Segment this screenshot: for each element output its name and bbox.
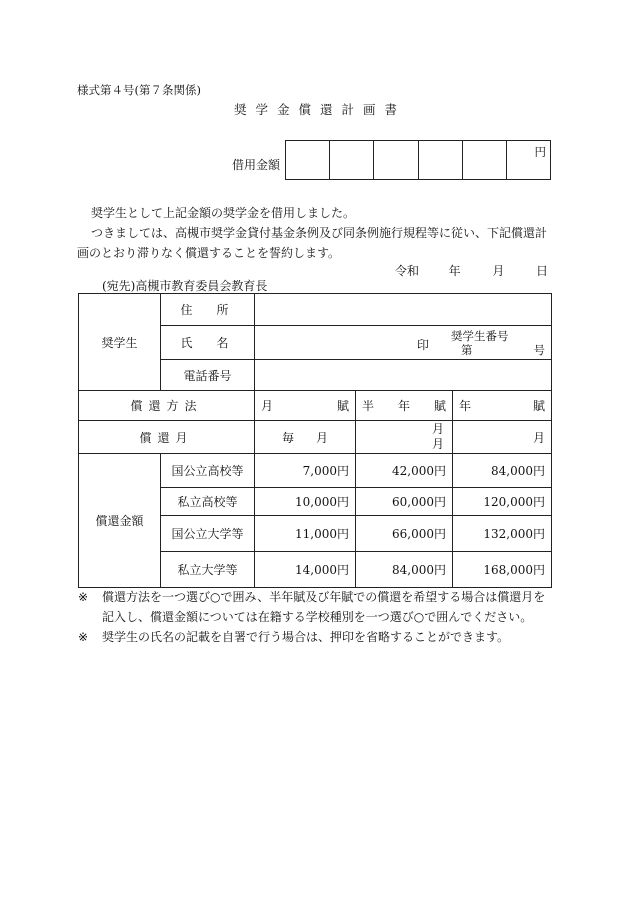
- amount-monthly: 10,000円: [255, 488, 356, 516]
- method-annual-a: 年: [459, 399, 472, 413]
- amount-half-yearly: 66,000円: [356, 516, 453, 552]
- note-2: [78, 627, 552, 647]
- phone-field[interactable]: [255, 360, 552, 391]
- method-monthly[interactable]: [255, 391, 356, 421]
- amount-half-yearly: 42,000円: [356, 454, 453, 488]
- date-line: [395, 262, 548, 279]
- school-type[interactable]: 私立高校等: [161, 488, 255, 516]
- method-half-yearly[interactable]: [356, 391, 453, 421]
- date-era: 令和: [395, 264, 420, 278]
- school-type[interactable]: 私立大学等: [161, 552, 255, 588]
- date-day: 日: [536, 264, 549, 278]
- student-label: 奨学生: [79, 294, 161, 391]
- month-label: 償還月: [79, 421, 255, 454]
- school-type[interactable]: 国公立大学等: [161, 516, 255, 552]
- month-monthly: [255, 421, 356, 454]
- note-1: [78, 587, 552, 627]
- amount-digit-cell[interactable]: [462, 141, 506, 179]
- method-half-b: 年: [397, 399, 410, 413]
- name-label: 氏 名: [161, 326, 255, 360]
- amount-annual: 120,000円: [453, 488, 552, 516]
- amount-digit-cell[interactable]: [418, 141, 462, 179]
- amount-half-yearly: 60,000円: [356, 488, 453, 516]
- amount-digit-cell[interactable]: [286, 141, 329, 179]
- amount-annual: 132,000円: [453, 516, 552, 552]
- pledge-paragraph-1: 奨学生として上記金額の奨学金を借用しました。: [91, 206, 356, 220]
- student-number-suffix: 号: [533, 343, 546, 357]
- student-number-prefix: 第: [461, 343, 473, 357]
- pledge-paragraph-2: つきましては、高槻市奨学金貸付基金条例及び同条例施行規程等に従い、下記償還計画のとおり滞りなく償還することを誓約します。: [77, 226, 548, 260]
- method-monthly-a: 月: [261, 399, 274, 413]
- month-half-yearly[interactable]: [356, 421, 453, 454]
- amount-monthly: 7,000円: [255, 454, 356, 488]
- date-month: 月: [492, 264, 505, 278]
- amount-section-label: 償還金額: [79, 454, 161, 588]
- method-annual-b: 賦: [533, 399, 546, 413]
- amount-label: 借用金額: [232, 158, 281, 172]
- address-label: 住 所: [161, 294, 255, 326]
- note-mark: ※: [78, 590, 89, 604]
- name-field[interactable]: [255, 326, 552, 360]
- amount-monthly: 14,000円: [255, 552, 356, 588]
- method-annual[interactable]: [453, 391, 552, 421]
- method-half-a: 半: [362, 399, 375, 413]
- note-mark: ※: [78, 630, 89, 644]
- note-text: 償還方法を一つ選び○で囲み、半年賦及び年賦での償還を希望する場合は償還月を記入し、償還金額については在籍する学校種別を一つ選び○で囲んでください。: [102, 590, 546, 624]
- method-label: 償還方法: [79, 391, 255, 421]
- month-half-2: 月: [431, 437, 444, 451]
- amount-box: [285, 140, 551, 180]
- amount-digit-cell[interactable]: [373, 141, 417, 179]
- amount-unit: 円: [534, 145, 547, 159]
- method-monthly-b: 賦: [336, 399, 349, 413]
- amount-digit-cell[interactable]: [329, 141, 373, 179]
- month-every-b: 月: [316, 430, 329, 445]
- month-annual[interactable]: 月: [453, 421, 552, 454]
- amount-digit-cell[interactable]: [506, 141, 550, 179]
- method-half-c: 賦: [433, 399, 446, 413]
- amount-half-yearly: 84,000円: [356, 552, 453, 588]
- amount-monthly: 11,000円: [255, 516, 356, 552]
- phone-label: 電話番号: [161, 360, 255, 391]
- repayment-plan-table: [78, 293, 552, 588]
- seal-mark: 印: [417, 338, 430, 352]
- amount-annual: 168,000円: [453, 552, 552, 588]
- addressee: (宛先)高槻市教育委員会教育長: [102, 279, 268, 293]
- amount-annual: 84,000円: [453, 454, 552, 488]
- student-number-label: 奨学生番号: [451, 329, 509, 343]
- note-text: 奨学生の氏名の記載を自署で行う場合は、押印を省略することができます。: [102, 630, 510, 644]
- school-type[interactable]: 国公立高校等: [161, 454, 255, 488]
- document-title: 奨学金償還計画書: [233, 102, 406, 117]
- date-year: 年: [448, 264, 461, 278]
- address-field[interactable]: [255, 294, 552, 326]
- form-number: 様式第４号(第７条関係): [77, 83, 201, 97]
- month-half-1: 月: [431, 422, 444, 436]
- month-every-a: 毎: [281, 430, 294, 445]
